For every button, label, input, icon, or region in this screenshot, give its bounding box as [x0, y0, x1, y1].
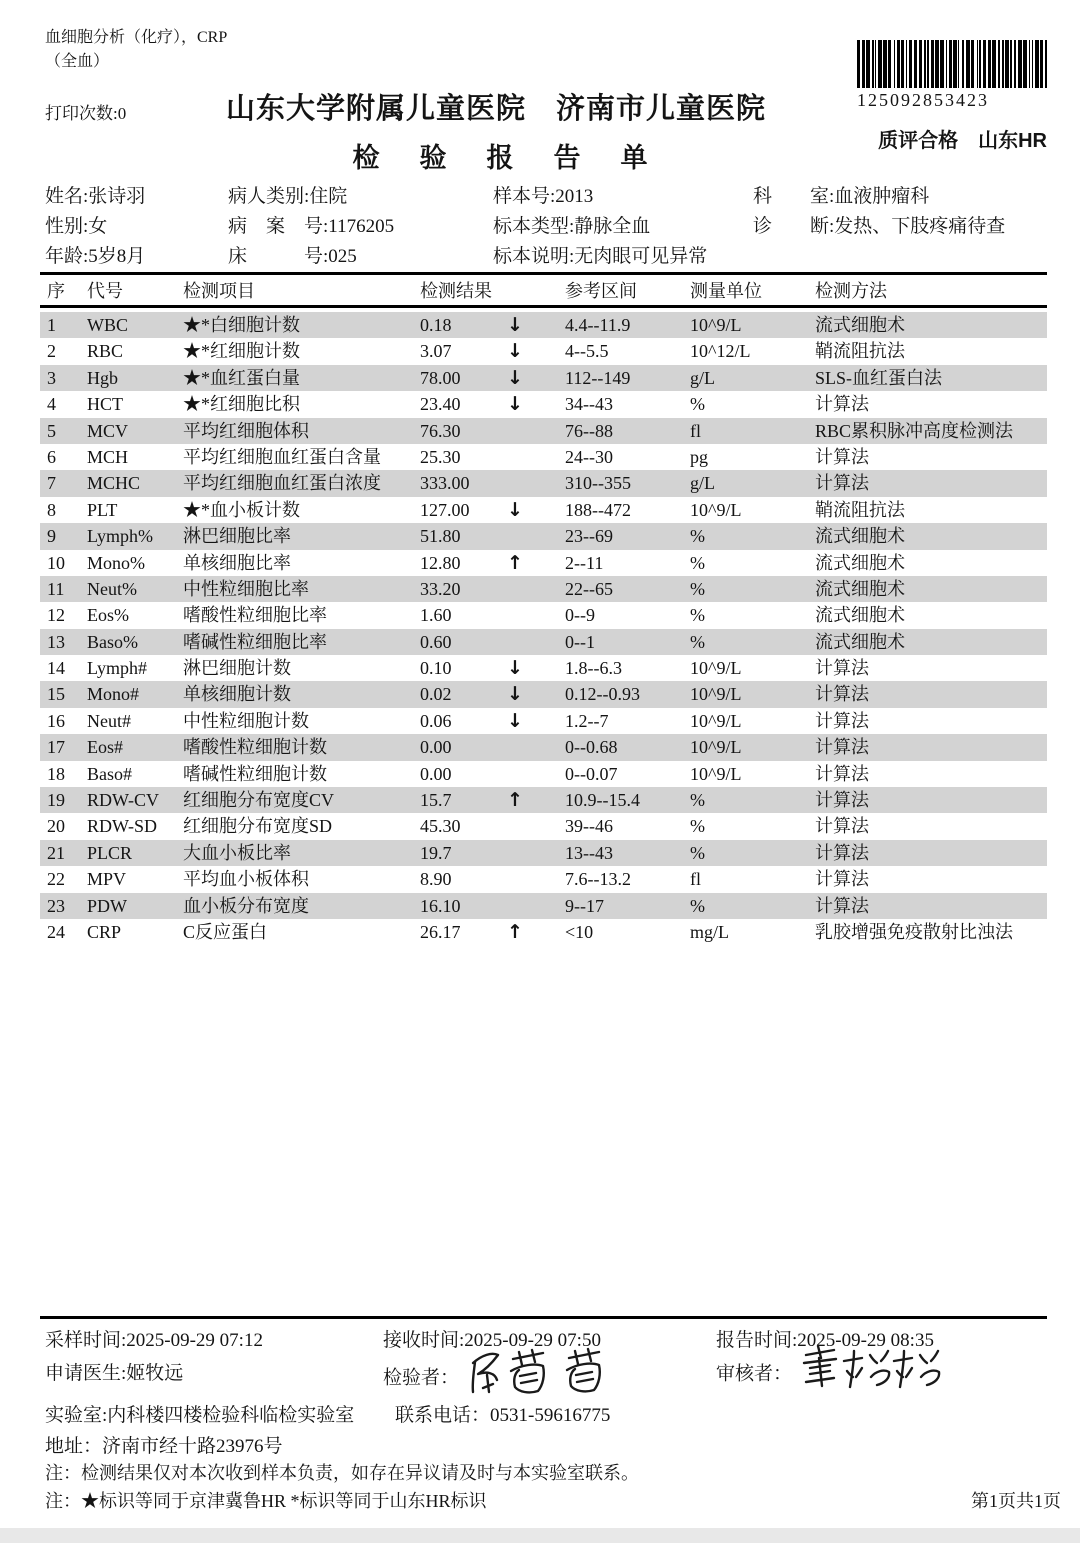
cell-code: PLCR	[87, 842, 133, 863]
cell-no: 19	[47, 790, 65, 811]
table-row	[40, 893, 1047, 919]
header-underline	[40, 305, 1047, 308]
sample-number: 样本号:2013	[493, 186, 594, 207]
cell-range: <10	[565, 921, 594, 942]
cell-result: 16.10	[420, 895, 461, 916]
cell-method: 计算法	[815, 869, 869, 890]
cell-no: 17	[47, 737, 65, 758]
cell-method: 计算法	[815, 816, 869, 837]
cell-code: Neut#	[87, 710, 131, 731]
results-table	[40, 280, 1047, 945]
cell-code: Mono%	[87, 552, 145, 573]
cell-result: 127.00	[420, 499, 470, 520]
cell-no: 15	[47, 684, 65, 705]
cell-item: 红细胞分布宽度SD	[183, 816, 333, 837]
cell-no: 20	[47, 816, 65, 837]
cell-no: 24	[47, 921, 65, 942]
lab-row	[45, 1400, 1047, 1427]
laboratory: 实验室:内科楼四楼检验科临检实验室	[45, 1405, 355, 1426]
cell-no: 4	[47, 394, 56, 415]
cell-item: ★*白细胞计数	[183, 315, 300, 335]
cell-method: 计算法	[815, 842, 869, 863]
contact-phone: 联系电话：0531-59616775	[395, 1405, 611, 1426]
table-row	[40, 470, 1047, 496]
cell-result: 51.80	[420, 526, 461, 547]
cell-result: 12.80	[420, 552, 461, 573]
table-row	[40, 312, 1047, 338]
patient-row	[45, 212, 1047, 242]
cell-range: 112--149	[565, 367, 631, 388]
cell-result: 25.30	[420, 446, 461, 467]
cell-no: 18	[47, 763, 65, 784]
cell-flag: ↓	[507, 366, 523, 389]
cell-no: 9	[47, 526, 56, 547]
table-row	[40, 338, 1047, 364]
cell-no: 3	[47, 367, 56, 388]
cell-unit: %	[690, 578, 705, 599]
cell-no: 11	[47, 578, 65, 599]
cell-unit: 10^9/L	[690, 684, 742, 705]
cell-unit: 10^9/L	[690, 315, 742, 335]
cell-result: 0.60	[420, 631, 452, 652]
cell-unit: 10^12/L	[690, 341, 751, 362]
cell-method: 计算法	[815, 895, 869, 916]
cell-unit: %	[690, 816, 705, 837]
sampling-time: 采样时间:2025-09-29 07:12	[45, 1330, 263, 1351]
patient-sex: 性别:女	[45, 216, 108, 237]
cell-result: 45.30	[420, 816, 461, 837]
cell-no: 1	[47, 315, 56, 335]
cell-method: 计算法	[815, 394, 869, 415]
cell-flag	[497, 734, 560, 760]
requesting-doctor: 申请医生:姬牧远	[45, 1363, 184, 1384]
cell-code: MPV	[87, 869, 127, 890]
barcode	[857, 40, 1047, 88]
table-row	[40, 813, 1047, 839]
address-row: 地址：济南市经十路23976号	[45, 1436, 283, 1457]
specimen-note: 标本说明:无肉眼可见异常	[493, 246, 708, 267]
table-row	[40, 444, 1047, 470]
table-row	[40, 523, 1047, 549]
cell-result: 26.17	[420, 921, 461, 942]
cell-flag: ↓	[507, 498, 523, 521]
cell-no: 16	[47, 710, 65, 731]
note-marks: 注：★标识等同于京津冀鲁HR *标识等同于山东HR标识	[45, 1491, 487, 1511]
cell-item: ★*血小板计数	[183, 499, 300, 520]
cell-no: 14	[47, 658, 65, 679]
cell-result: 23.40	[420, 394, 461, 415]
cell-flag	[497, 444, 560, 470]
cell-range: 76--88	[565, 420, 613, 441]
cell-range: 0.12--0.93	[565, 684, 640, 705]
table-row	[40, 734, 1047, 760]
cell-unit: 10^9/L	[690, 710, 742, 731]
cell-range: 1.8--6.3	[565, 658, 622, 679]
cell-unit: 10^9/L	[690, 737, 742, 758]
cell-unit: mg/L	[690, 921, 729, 942]
cell-flag: ↓	[507, 683, 523, 706]
report-title: 检验报告单	[352, 143, 688, 173]
cell-range: 0--0.07	[565, 763, 618, 784]
cell-range: 1.2--7	[565, 710, 609, 731]
cell-flag: ↓	[507, 657, 523, 680]
cell-item: ★*血红蛋白量	[183, 367, 300, 388]
table-row	[40, 655, 1047, 681]
cell-range: 23--69	[565, 526, 613, 547]
cell-item: ★*红细胞计数	[183, 341, 300, 362]
cell-no: 21	[47, 842, 65, 863]
cell-code: MCHC	[87, 473, 141, 494]
table-footer-divider	[40, 1316, 1047, 1319]
cell-code: Lymph#	[87, 658, 148, 679]
cell-result: 0.00	[420, 763, 452, 784]
cell-method: 计算法	[815, 473, 869, 494]
cell-unit: 10^9/L	[690, 763, 742, 784]
cell-method: 计算法	[815, 710, 869, 731]
cell-flag	[497, 761, 560, 787]
cell-unit: 10^9/L	[690, 499, 742, 520]
cell-result: 0.10	[420, 658, 452, 679]
cell-item: C反应蛋白	[183, 921, 268, 942]
cell-no: 6	[47, 446, 56, 467]
cell-unit: %	[690, 842, 705, 863]
cell-result: 0.00	[420, 737, 452, 758]
case-number: 病 案 号:1176205	[228, 216, 395, 237]
header-unit: 测量单位	[690, 281, 762, 301]
bed-number: 床 号:025	[228, 246, 357, 267]
cell-item: 平均红细胞血红蛋白含量	[183, 446, 381, 467]
note-marks-row	[45, 1487, 1061, 1513]
cell-flag	[497, 576, 560, 602]
cell-code: Lymph%	[87, 526, 153, 547]
header-item: 检测项目	[183, 281, 255, 301]
cell-method: 流式细胞术	[815, 526, 905, 547]
reviewer-label: 审核者：	[716, 1363, 793, 1385]
table-row	[40, 391, 1047, 417]
cell-result: 8.90	[420, 869, 452, 890]
cell-range: 0--9	[565, 605, 595, 626]
cell-method: 流式细胞术	[815, 605, 905, 626]
cell-code: WBC	[87, 315, 129, 335]
cell-range: 0--1	[565, 631, 595, 652]
table-row	[40, 365, 1047, 391]
patient-info	[45, 182, 1047, 272]
patient-age: 年龄:5岁8月	[45, 246, 146, 267]
cell-result: 76.30	[420, 420, 461, 441]
patient-table-divider	[40, 272, 1047, 275]
cell-result: 33.20	[420, 578, 461, 599]
cell-unit: g/L	[690, 473, 715, 494]
cell-range: 2--11	[565, 552, 604, 573]
cell-flag: ↓	[507, 393, 523, 416]
cell-flag	[497, 418, 560, 444]
cell-range: 4--5.5	[565, 341, 609, 362]
examiner-label: 检验者：	[383, 1367, 460, 1389]
cell-range: 39--46	[565, 816, 613, 837]
cell-item: ★*红细胞比积	[183, 394, 300, 415]
table-row	[40, 497, 1047, 523]
cell-result: 78.00	[420, 367, 461, 388]
cell-item: 血小板分布宽度	[183, 895, 309, 916]
header-result: 检测结果	[420, 281, 492, 301]
patient-row	[45, 242, 1047, 272]
cell-no: 23	[47, 895, 65, 916]
reviewer-cell	[716, 1358, 1047, 1406]
cell-item: 单核细胞计数	[183, 684, 291, 705]
cell-range: 188--472	[565, 499, 631, 520]
test-panel-line1: 血细胞分析（化疗），CRP	[45, 29, 228, 46]
examiner-signature	[465, 1344, 640, 1400]
header-code: 代号	[87, 281, 123, 301]
table-row	[40, 787, 1047, 813]
table-row	[40, 418, 1047, 444]
cell-code: HCT	[87, 394, 123, 415]
hospital-title: 山东大学附属儿童医院 济南市儿童医院	[225, 93, 766, 125]
cell-item: 中性粒细胞计数	[183, 710, 309, 731]
cell-flag	[497, 470, 560, 496]
reviewer-signature	[798, 1344, 948, 1392]
cell-code: Hgb	[87, 367, 118, 388]
cell-code: Baso#	[87, 763, 132, 784]
cell-method: 乳胶增强免疫散射比浊法	[815, 921, 1013, 942]
diagnosis: 诊 断:发热、下肢疼痛待查	[753, 216, 1006, 237]
cell-unit: g/L	[690, 367, 715, 388]
patient-empty-cell	[753, 242, 1047, 272]
test-panel-line2: （全血）	[45, 53, 110, 70]
quality-mark: 质评合格 山东HR	[878, 130, 1047, 152]
cell-no: 10	[47, 552, 65, 573]
cell-method: 流式细胞术	[815, 578, 905, 599]
cell-code: PDW	[87, 895, 127, 916]
cell-no: 13	[47, 631, 65, 652]
cell-flag	[497, 602, 560, 628]
cell-flag	[497, 629, 560, 655]
cell-flag: ↑	[507, 920, 523, 943]
cell-unit: %	[690, 895, 705, 916]
cell-flag: ↓	[507, 314, 523, 336]
cell-item: 嗜碱性粒细胞计数	[183, 763, 327, 784]
table-row	[40, 576, 1047, 602]
barcode-block	[857, 40, 1047, 111]
cell-no: 12	[47, 605, 65, 626]
cell-no: 8	[47, 499, 56, 520]
cell-unit: 10^9/L	[690, 658, 742, 679]
cell-method: 流式细胞术	[815, 552, 905, 573]
cell-code: CRP	[87, 921, 122, 942]
cell-item: 淋巴细胞计数	[183, 658, 291, 679]
cell-code: RBC	[87, 341, 124, 362]
cell-flag	[497, 523, 560, 549]
report-time: 报告时间:2025-09-29 08:35	[716, 1330, 934, 1351]
cell-unit: %	[690, 526, 705, 547]
cell-range: 13--43	[565, 842, 613, 863]
cell-unit: %	[690, 631, 705, 652]
results-table-header	[40, 280, 1047, 302]
cell-range: 34--43	[565, 394, 613, 415]
table-row	[40, 919, 1047, 945]
cell-method: 流式细胞术	[815, 315, 905, 335]
barcode-number: 125092853423	[857, 90, 989, 110]
cell-method: 计算法	[815, 790, 869, 811]
cell-flag	[497, 893, 560, 919]
cell-result: 0.02	[420, 684, 452, 705]
cell-method: 鞘流阻抗法	[815, 341, 905, 362]
cell-item: 单核细胞比率	[183, 552, 291, 573]
cell-code: RDW-CV	[87, 790, 159, 811]
cell-code: Baso%	[87, 631, 138, 652]
cell-unit: pg	[690, 446, 708, 467]
header-method: 检测方法	[815, 281, 887, 301]
test-panel-name	[45, 26, 227, 74]
cell-flag: ↑	[507, 551, 523, 574]
cell-range: 22--65	[565, 578, 613, 599]
table-row	[40, 708, 1047, 734]
cell-method: 计算法	[815, 658, 869, 679]
page-info: 第1页共1页	[971, 1491, 1061, 1511]
patient-name: 姓名:张诗羽	[45, 186, 146, 207]
cell-method: 鞘流阻抗法	[815, 499, 905, 520]
header-flag	[497, 280, 560, 302]
cell-code: Neut%	[87, 578, 137, 599]
cell-unit: %	[690, 394, 705, 415]
cell-result: 15.7	[420, 790, 452, 811]
cell-method: 计算法	[815, 737, 869, 758]
table-row	[40, 866, 1047, 892]
cell-no: 5	[47, 420, 56, 441]
cell-result: 3.07	[420, 341, 452, 362]
patient-type: 病人类别:住院	[228, 186, 348, 207]
results-table-body	[40, 312, 1047, 945]
cell-flag: ↓	[507, 709, 523, 732]
cell-unit: fl	[690, 420, 701, 441]
cell-flag: ↑	[507, 789, 523, 812]
table-row	[40, 550, 1047, 576]
table-row	[40, 602, 1047, 628]
cell-flag: ↓	[507, 340, 523, 363]
cell-item: 淋巴细胞比率	[183, 526, 291, 547]
cell-item: 嗜酸性粒细胞比率	[183, 605, 327, 626]
cell-code: MCH	[87, 446, 129, 467]
cell-no: 22	[47, 869, 65, 890]
cell-method: 流式细胞术	[815, 631, 905, 652]
header-range: 参考区间	[565, 281, 637, 301]
cell-range: 0--0.68	[565, 737, 618, 758]
cell-code: RDW-SD	[87, 816, 158, 837]
cell-item: 红细胞分布宽度CV	[183, 790, 335, 811]
cell-item: 平均红细胞血红蛋白浓度	[183, 473, 381, 494]
cell-method: 计算法	[815, 684, 869, 705]
cell-method: 计算法	[815, 763, 869, 784]
table-row	[40, 629, 1047, 655]
cell-result: 1.60	[420, 605, 452, 626]
cell-code: Eos%	[87, 605, 129, 626]
cell-item: 平均红细胞体积	[183, 420, 309, 441]
cell-flag	[497, 840, 560, 866]
cell-result: 19.7	[420, 842, 452, 863]
header-seq: 序	[47, 281, 65, 301]
receiving-time: 接收时间:2025-09-29 07:50	[383, 1330, 601, 1351]
cell-unit: %	[690, 552, 705, 573]
cell-range: 7.6--13.2	[565, 869, 631, 890]
cell-unit: fl	[690, 869, 701, 890]
cell-range: 24--30	[565, 446, 613, 467]
cell-range: 4.4--11.9	[565, 315, 631, 335]
cell-range: 10.9--15.4	[565, 790, 640, 811]
table-row	[40, 681, 1047, 707]
cell-item: 嗜碱性粒细胞比率	[183, 631, 327, 652]
note-responsibility: 注：检测结果仅对本次收到样本负责，如存在异议请及时与本实验室联系。	[45, 1463, 639, 1483]
cell-item: 平均血小板体积	[183, 869, 309, 890]
cell-item: 嗜酸性粒细胞计数	[183, 737, 327, 758]
specimen-type: 标本类型:静脉全血	[493, 216, 651, 237]
cell-no: 7	[47, 473, 56, 494]
table-row	[40, 840, 1047, 866]
cell-result: 0.06	[420, 710, 452, 731]
cell-range: 310--355	[565, 473, 631, 494]
department: 科 室:血液肿瘤科	[753, 186, 930, 207]
print-count: 打印次数:0	[45, 104, 127, 123]
cell-unit: %	[690, 790, 705, 811]
cell-flag	[497, 866, 560, 892]
cell-result: 0.18	[420, 315, 452, 335]
cell-flag	[497, 813, 560, 839]
scan-edge-strip	[0, 1528, 1080, 1543]
cell-code: Eos#	[87, 737, 123, 758]
cell-unit: %	[690, 605, 705, 626]
cell-item: 中性粒细胞比率	[183, 578, 309, 599]
cell-result: 333.00	[420, 473, 470, 494]
cell-code: MCV	[87, 420, 129, 441]
cell-code: Mono#	[87, 684, 140, 705]
cell-range: 9--17	[565, 895, 604, 916]
cell-no: 2	[47, 341, 56, 362]
cell-item: 大血小板比率	[183, 842, 291, 863]
examiner-cell	[383, 1358, 716, 1406]
patient-row	[45, 182, 1047, 212]
cell-code: PLT	[87, 499, 118, 520]
cell-method: RBC累积脉冲高度检测法	[815, 420, 1014, 441]
cell-method: 计算法	[815, 446, 869, 467]
cell-method: SLS-血红蛋白法	[815, 367, 943, 388]
table-row	[40, 761, 1047, 787]
signature-row	[45, 1358, 1047, 1406]
